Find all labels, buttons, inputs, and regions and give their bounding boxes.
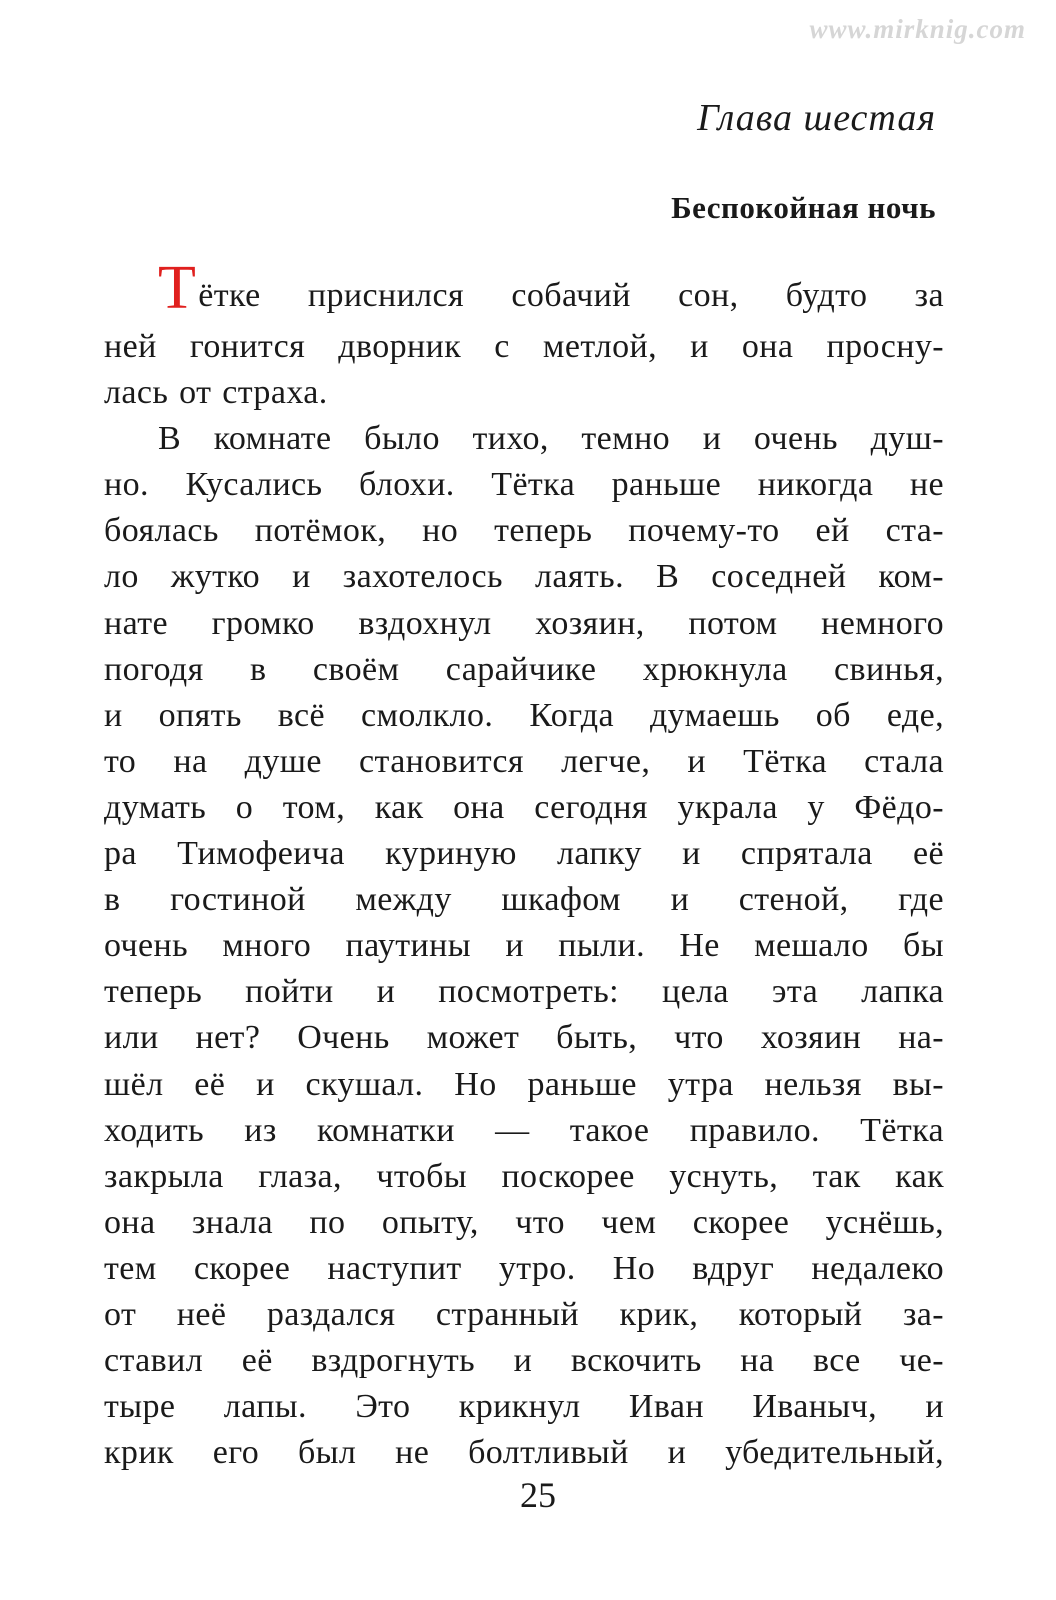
text-line: шёл её и скушал. Но раньше утра нельзя вы-	[104, 1065, 944, 1103]
text-line: и опять всё смолкло. Когда думаешь об еде,	[104, 696, 944, 734]
text-line: тыре лапы. Это крикнул Иван Иваныч, и	[104, 1388, 944, 1426]
text-line: она знала по опыту, что чем скорее уснёшь,	[104, 1203, 944, 1241]
text-line: В комнате было тихо, темно и очень душ-	[158, 420, 944, 458]
text-line: боялась потёмок, но теперь почему-то ей ста-	[104, 512, 944, 550]
text-line: ло жутко и захотелось лаять. В соседней ком-	[104, 558, 944, 596]
text-line: ра Тимофеича куриную лапку и спрятала её	[104, 835, 944, 873]
text-line: или нет? Очень может быть, что хозяин на-	[104, 1019, 944, 1057]
text-line: закрыла глаза, чтобы поскорее уснуть, так как	[104, 1157, 944, 1195]
text-line: думать о том, как она сегодня украла у Фёдо-	[104, 788, 944, 826]
text-line: нате громко вздохнул хозяин, потом немного	[104, 604, 944, 642]
text-line: очень много паутины и пыли. Не мешало бы	[104, 927, 944, 965]
chapter-title: Беспокойная ночь	[671, 190, 936, 225]
page-number: 25	[520, 1475, 556, 1515]
text-line: лась от страха.	[104, 374, 328, 412]
story-body	[104, 254, 944, 1476]
text-line: но. Кусались блохи. Тётка раньше никогда не	[104, 466, 944, 504]
drop-cap: Т	[158, 254, 197, 322]
text-line: от неё раздался странный крик, который за-	[104, 1295, 944, 1333]
chapter-label: Глава шестая	[697, 97, 936, 139]
text-line	[104, 254, 944, 324]
text-line: в гостиной между шкафом и стеной, где	[104, 881, 944, 919]
text-line: теперь пойти и посмотреть: цела эта лапка	[104, 973, 944, 1011]
text-line: погодя в своём сарайчике хрюкнула свинья,	[104, 650, 944, 688]
text-line: тем скорее наступит утро. Но вдруг недалеко	[104, 1249, 944, 1287]
first-line-text: ётке приснился собачий сон, будто за	[198, 277, 944, 314]
text-line: ставил её вздрогнуть и вскочить на все че-	[104, 1342, 944, 1380]
watermark: www.mirknig.com	[809, 14, 1026, 44]
text-line: то на душе становится легче, и Тётка стала	[104, 742, 944, 780]
text-line: ней гонится дворник с метлой, и она просну-	[104, 328, 944, 365]
text-line: крик его был не болтливый и убедительный,	[104, 1434, 944, 1472]
text-line: ходить из комнатки — такое правило. Тётка	[104, 1111, 944, 1149]
